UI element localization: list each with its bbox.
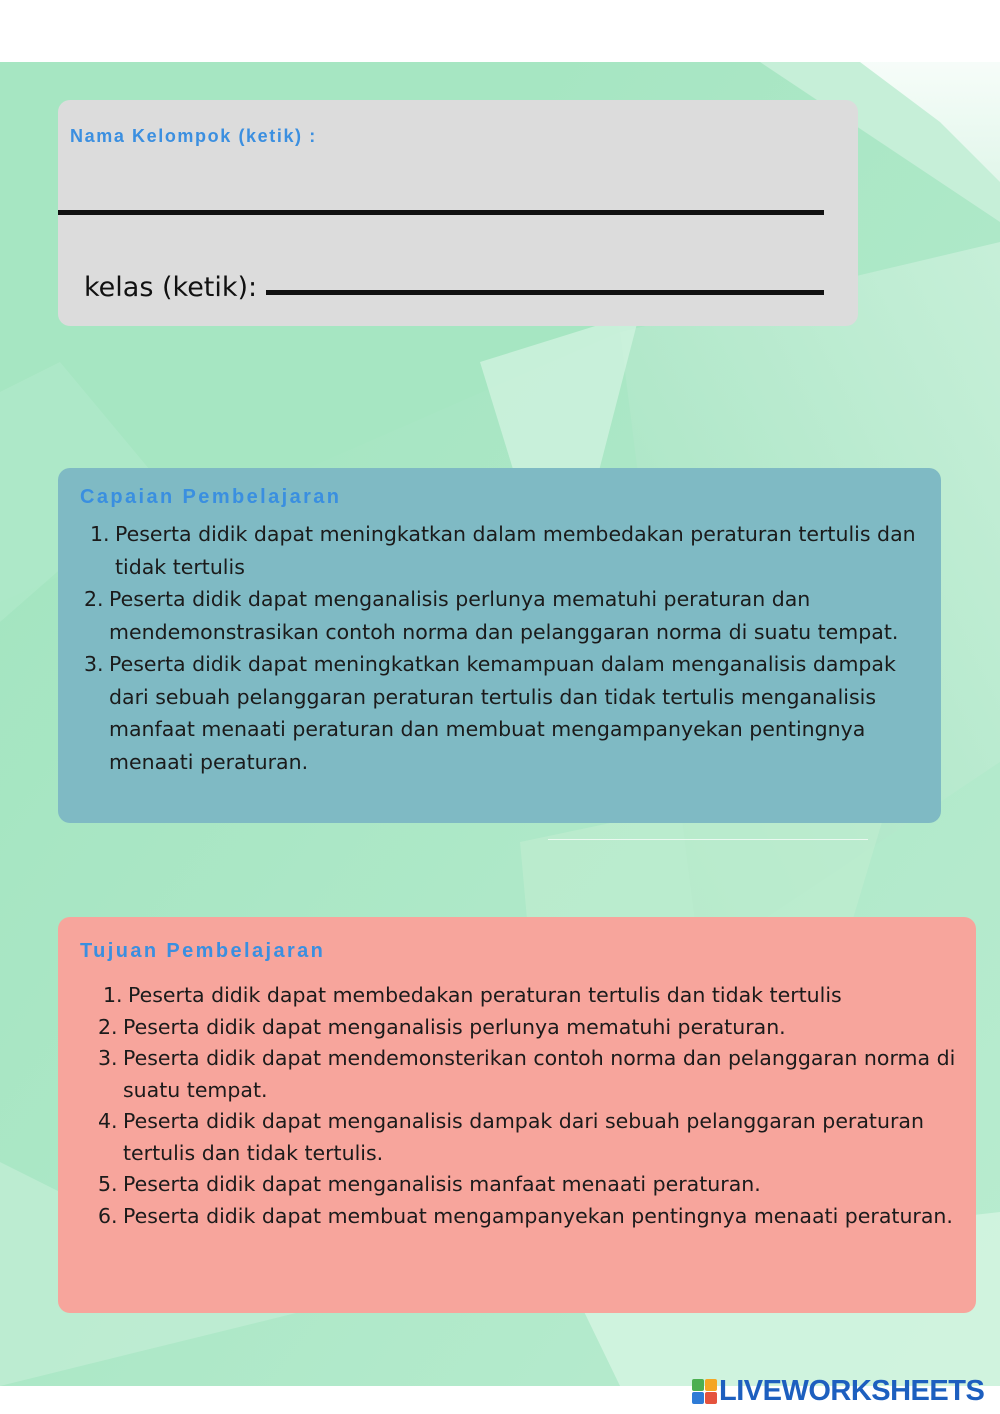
group-name-input-line[interactable]: [58, 210, 824, 215]
list-item-text: Peserta didik dapat menganalisis perlunya mematuhi peraturan dan mendemonstrasikan contoh norma dan pelanggaran norma di suatu tempat.: [109, 587, 899, 644]
list-item-number: 4.: [98, 1109, 118, 1133]
list-item-text: Peserta didik dapat menganalisis perlunya mematuhi peraturan.: [123, 1014, 786, 1039]
list-item-text: Peserta didik dapat menganalisis dampak dari sebuah pelanggaran peraturan tertulis dan tidak tertulis.: [123, 1109, 924, 1165]
capaian-list: [84, 518, 924, 778]
list-item-number: 2.: [84, 587, 104, 611]
list-item: [98, 1106, 958, 1169]
list-item: [98, 1043, 958, 1106]
list-item: [98, 1201, 958, 1233]
list-item-number: 6.: [98, 1203, 118, 1228]
list-item-number: 3.: [84, 652, 104, 676]
tujuan-list: [98, 980, 958, 1232]
list-item-text: Peserta didik dapat membedakan peraturan tertulis dan tidak tertulis: [128, 983, 842, 1007]
list-item-text: Peserta didik dapat meningkatkan dalam membedakan peraturan tertulis dan tidak tertulis: [115, 522, 916, 579]
capaian-pembelajaran-card: [58, 468, 941, 823]
liveworksheets-watermark: [692, 1374, 984, 1408]
class-input-line[interactable]: [266, 290, 824, 295]
list-item-number: 3.: [98, 1046, 118, 1070]
list-item: [84, 648, 924, 778]
list-item: [84, 518, 924, 583]
list-item: [98, 1169, 958, 1201]
list-item-text: Peserta didik dapat mendemonsterikan contoh norma dan pelanggaran norma di suatu tempat.: [123, 1046, 956, 1102]
group-name-label: Nama Kelompok (ketik) :: [70, 126, 317, 146]
group-info-card: [58, 100, 858, 326]
list-item-number: 2.: [98, 1014, 118, 1039]
list-item-number: 1.: [90, 522, 110, 546]
liveworksheets-logo-icon: [692, 1379, 717, 1404]
list-item-number: 1.: [103, 983, 123, 1007]
capaian-heading: Capaian Pembelajaran: [80, 486, 342, 508]
list-item-text: Peserta didik dapat meningkatkan kemampuan dalam menganalisis dampak dari sebuah pelanggaran peraturan tertulis dan tidak tertulis menganalisis manfaat menaati peraturan dan membuat mengampanyekan pentingnya menaati peraturan.: [109, 652, 896, 774]
list-item-number: 5.: [98, 1172, 118, 1196]
decorative-line: [548, 839, 868, 840]
class-label: kelas (ketik):: [84, 272, 258, 303]
list-item-text: Peserta didik dapat menganalisis manfaat menaati peraturan.: [123, 1172, 761, 1196]
list-item: [98, 1012, 958, 1044]
tujuan-heading: Tujuan Pembelajaran: [80, 940, 326, 962]
list-item: [98, 980, 958, 1012]
tujuan-pembelajaran-card: [58, 917, 976, 1313]
list-item: [84, 583, 924, 648]
watermark-text: LIVEWORKSHEETS: [719, 1374, 985, 1407]
list-item-text: Peserta didik dapat membuat mengampanyekan pentingnya menaati peraturan.: [123, 1203, 953, 1228]
